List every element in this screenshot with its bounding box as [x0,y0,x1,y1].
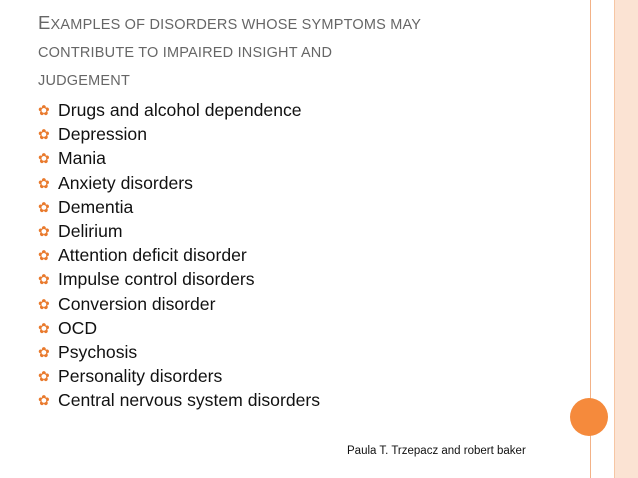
flower-bullet-icon: ✿ [38,392,50,409]
footer-credit: Paula T. Trzepacz and robert baker [347,445,526,457]
orange-circle-decoration [570,398,608,436]
list-item: ✿ Central nervous system disorders [38,390,321,411]
flower-bullet-icon: ✿ [38,368,50,385]
title-line-3: JUDGEMENT [38,73,131,89]
slide-title [38,9,578,95]
flower-bullet-icon: ✿ [38,343,50,360]
disorder-list [38,98,320,412]
title-line-2: CONTRIBUTE TO IMPAIRED INSIGHT AND [38,45,333,61]
flower-bullet-icon: ✿ [38,319,50,336]
flower-bullet-icon: ✿ [38,198,50,215]
right-border-band [614,0,638,478]
flower-bullet-icon: ✿ [38,223,50,240]
list-item: ✿ Attention deficit disorder [38,245,247,266]
flower-bullet-icon: ✿ [38,271,50,288]
flower-bullet-icon: ✿ [38,102,50,119]
title-line-1: EXAMPLES OF DISORDERS WHOSE SYMPTOMS MAY [38,12,422,33]
list-item: ✿ Anxiety disorders [38,172,193,193]
flower-bullet-icon: ✿ [38,126,50,143]
flower-bullet-icon: ✿ [38,174,50,191]
list-item: ✿ Depression [38,124,147,145]
list-item: ✿ Dementia [38,196,134,217]
list-item: ✿ Mania [38,148,106,169]
flower-bullet-icon: ✿ [38,295,50,312]
list-item: ✿ Delirium [38,220,123,241]
list-item: ✿ Drugs and alcohol dependence [38,100,302,120]
list-item: ✿ Personality disorders [38,366,223,387]
flower-bullet-icon: ✿ [38,150,50,167]
list-item: ✿ Psychosis [38,341,138,362]
list-item: ✿ Conversion disorder [38,293,216,314]
list-item: ✿ Impulse control disorders [38,269,255,290]
flower-bullet-icon: ✿ [38,247,50,264]
list-item: ✿ OCD [38,317,98,338]
